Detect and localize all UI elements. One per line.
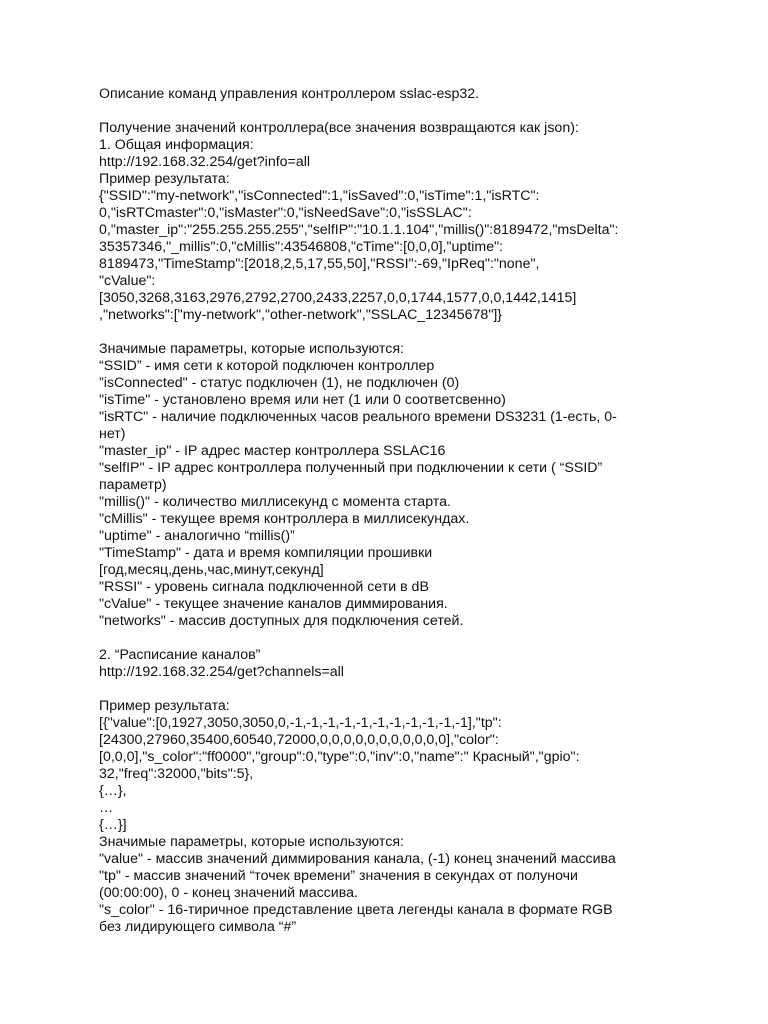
param-line: "s_color" - 16-тиричное представление цвета легенды канала в формате RGB [99,902,613,918]
example-line: [24300,27960,35400,60540,72000,0,0,0,0,0,0,0,0,0,0,0],"color": [99,732,499,748]
param-line: нет) [99,426,126,442]
section1-intro: Получение значений контроллера(все значения возвращаются как json): [99,120,579,136]
example-line: {…}] [99,817,127,833]
document-page [99,86,679,936]
param-line: "uptime" - аналогично “millis()” [99,528,295,544]
section1-params-block [99,358,679,630]
param-line: параметр) [99,477,167,493]
example-line: {"SSID":"my-network","isConnected":1,"isSaved":0,"isTime":1,"isRTC": [99,188,540,204]
example-line: [{"value":[0,1927,3050,3050,0,-1,-1,-1,-1,-1,-1,-1,-1,-1,-1,-1],"tp": [99,715,502,731]
example-line: {…}, [99,783,127,799]
spacer [99,103,679,120]
param-line: "master_ip" - IP адрес мастер контроллера SSLAC16 [99,443,446,459]
section1-heading: 1. Общая информация: [99,137,254,153]
section1-example-label: Пример результата: [99,171,230,187]
example-line: 32,"freq":32000,"bits":5}, [99,766,254,782]
section2-example-label: Пример результата: [99,698,230,714]
spacer [99,324,679,341]
example-line: 0,"master_ip":"255.255.255.255","selfIP":"10.1.1.104","millis()":8189472,"msDelta": [99,222,619,238]
param-line: "cValue" - текущее значение каналов диммирования. [99,596,448,612]
section2-params-label: Значимые параметры, которые используются: [99,834,404,850]
param-line: "selfIP" - IP адрес контроллера полученный при подключении к сети ( “SSID” [99,460,603,476]
example-line: [0,0,0],"s_color":"ff0000","group":0,"type":0,"inv":0,"name":" Красный","gpio": [99,749,580,765]
example-line: 0,"isRTCmaster":0,"isMaster":0,"isNeedSave":0,"isSSLAC": [99,205,472,221]
param-line: "networks" - массив доступных для подключения сетей. [99,613,464,629]
example-line: 8189473,"TimeStamp":[2018,2,5,17,55,50],"RSSI":-69,"IpReq":"none", [99,256,540,272]
param-line: "millis()" - количество миллисекунд с момента старта. [99,494,451,510]
param-line: "tp" - массив значений “точек времени” значения в секундах от полуночи [99,868,578,884]
param-line: "isTime" - установлено время или нет (1 или 0 соответсвенно) [99,392,506,408]
section2-params-block [99,851,679,936]
example-line: [3050,3268,3163,2976,2792,2700,2433,2257,0,0,1744,1577,0,0,1442,1415] [99,290,577,306]
param-line: (00:00:00), 0 - конец значений массива. [99,885,358,901]
param-line: без лидирующего символа “#” [99,919,297,935]
section2-url: http://192.168.32.254/get?channels=all [99,664,344,680]
section1-params-label: Значимые параметры, которые используются: [99,341,404,357]
document-title: Описание команд управления контроллером sslac-esp32. [99,86,480,102]
param-line: "value" - массив значений диммирования канала, (-1) конец значений массива [99,851,616,867]
section2-example-block [99,715,679,834]
example-line: ,"networks":["my-network","other-network","SSLAC_12345678"]} [99,307,503,323]
section2-heading: 2. “Расписание каналов” [99,647,261,663]
param-line: [год,месяц,день,час,минут,секунд] [99,562,324,578]
section1-example-block [99,188,679,324]
param-line: “SSID” - имя сети к которой подключен контроллер [99,358,435,374]
param-line: "RSSI" - уровень сигнала подключенной сети в dB [99,579,429,595]
param-line: ”isConnected" - статус подключен (1), не подключен (0) [99,375,460,391]
spacer [99,630,679,647]
section1-url: http://192.168.32.254/get?info=all [99,154,311,170]
example-line: "cValue": [99,273,156,289]
spacer [99,681,679,698]
param-line: "TimeStamp" - дата и время компиляции прошивки [99,545,433,561]
example-line: 35357346,"_millis":0,"cMillis":43546808,"cTime":[0,0,0],"uptime": [99,239,504,255]
param-line: "cMillis" - текущее время контроллера в миллисекундах. [99,511,470,527]
example-line: … [99,800,114,816]
param-line: "isRTC" - наличие подключенных часов реального времени DS3231 (1-есть, 0- [99,409,617,425]
